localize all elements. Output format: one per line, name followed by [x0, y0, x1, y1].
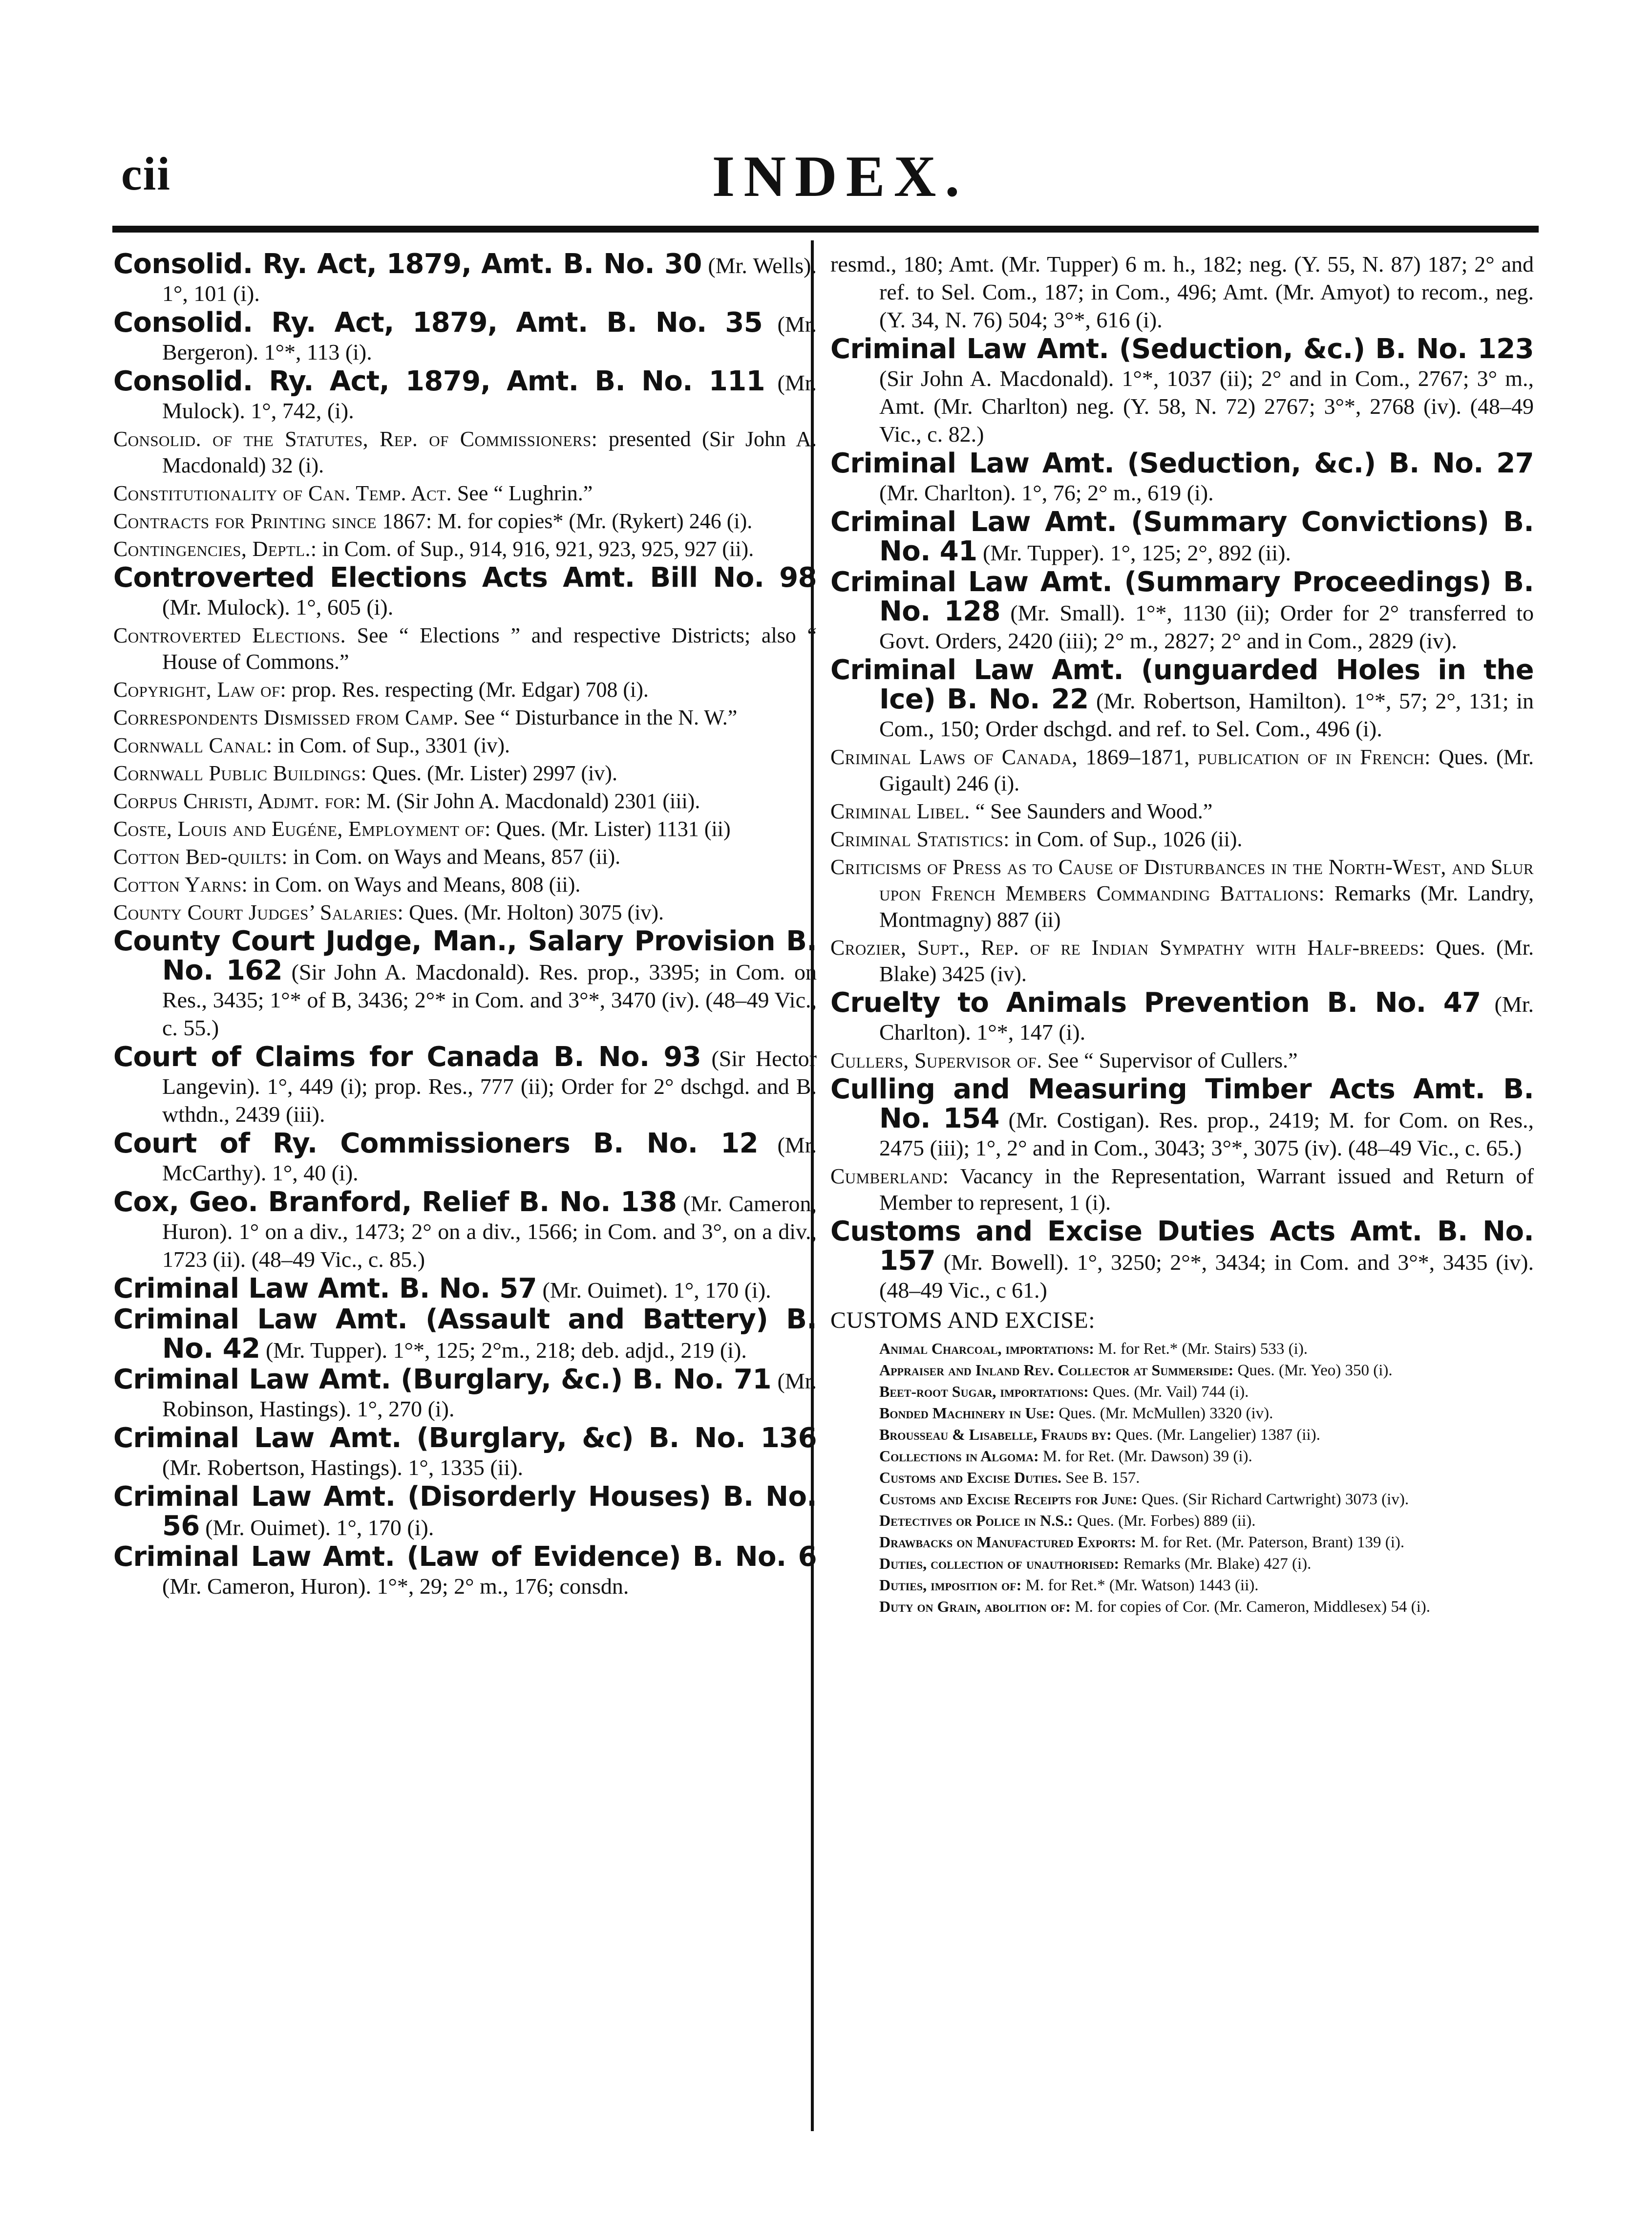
entry-references: in Com. of Sup., 3301 (iv).	[272, 733, 510, 757]
subentry-references: Ques. (Mr. McMullen) 3320 (iv).	[1055, 1405, 1273, 1422]
page-title: INDEX.	[712, 144, 969, 209]
subentry-references: Ques. (Mr. Langelier) 1387 (ii).	[1111, 1426, 1320, 1444]
entry-heading: Criminal Law Amt. (Assault and Battery) B. No. 42	[113, 1303, 817, 1365]
entry-heading: Copyright, Law of:	[113, 678, 287, 702]
index-entry	[830, 1163, 1534, 1216]
entry-heading: Crozier, Supt., Rep. of re Indian Sympathy with Half-breeds:	[830, 936, 1425, 960]
index-entry	[830, 935, 1534, 987]
entry-heading: Corpus Christi, Adjmt. for:	[113, 789, 361, 813]
entry-references: “ See Saunders and Wood.”	[970, 799, 1213, 823]
index-entry	[113, 1543, 817, 1600]
entry-references: in Com. on Ways and Means, 808 (ii).	[248, 873, 581, 897]
entry-heading: Contingencies, Deptl.:	[113, 537, 317, 561]
entry-references: (Mr. Bowell). 1°, 3250; 2°*, 3434; in Com. and 3°*, 3435 (iv). (48–49 Vic., c 61.)	[879, 1250, 1534, 1303]
entry-references: (Sir Hector Langevin). 1°, 449 (i); prop. Res., 777 (ii); Order for 2° dschgd. and B. wthdn., 2439 (iii).	[162, 1046, 817, 1127]
entry-heading: Consolid. Ry. Act, 1879, Amt. B. No. 35	[113, 307, 763, 339]
customs-subentry	[830, 1360, 1534, 1381]
subentry-heading: Appraiser and Inland Rev. Collector at Summerside:	[879, 1361, 1234, 1379]
subentry-heading: Customs and Excise Duties.	[879, 1469, 1062, 1486]
subentry-references: Ques. (Sir Richard Cartwright) 3073 (iv).	[1137, 1491, 1409, 1508]
index-entry	[830, 854, 1534, 933]
index-entry	[113, 1305, 817, 1364]
entry-heading: Culling and Measuring Timber Acts Amt. B. No. 154	[830, 1073, 1534, 1134]
subentry-references: Ques. (Mr. Vail) 744 (i).	[1088, 1383, 1249, 1401]
entry-references: resmd., 180; Amt. (Mr. Tupper) 6 m. h., 182; neg. (Y. 55, N. 87) 187; 2° and ref. to Sel. Com., 187; in Com., 496; Amt. (Mr. Amyot) to recom., neg. (Y. 34, N. 76) 504; 3°*, 616 (i).	[830, 252, 1534, 332]
index-entry	[113, 1366, 817, 1423]
entry-references: (Mr. Bergeron). 1°*, 113 (i).	[162, 312, 817, 364]
entry-references: Ques. (Mr. Blake) 3425 (iv).	[879, 936, 1534, 986]
index-entry	[113, 1424, 817, 1481]
entry-references: (Mr. McCarthy). 1°, 40 (i).	[162, 1132, 817, 1185]
subentry-heading: Brousseau & Lisabelle, Frauds by:	[879, 1426, 1112, 1443]
index-entry	[113, 1188, 817, 1273]
entry-references: presented (Sir John A. Macdonald) 32 (i).	[162, 427, 817, 477]
entry-heading: Cotton Yarns:	[113, 873, 248, 897]
entry-heading: Cox, Geo. Branford, Relief B. No. 138	[113, 1186, 677, 1218]
customs-subentry	[830, 1510, 1534, 1531]
entry-references: (Mr. Mulock). 1°, 605 (i).	[162, 595, 394, 620]
entry-heading: Coste, Louis and Eugéne, Employment of:	[113, 817, 491, 841]
entry-heading: Consolid. Ry. Act, 1879, Amt. B. No. 30	[113, 248, 702, 280]
entry-references: See “ Disturbance in the N. W.”	[458, 705, 738, 729]
customs-heading: CUSTOMS AND EXCISE:	[830, 1307, 1096, 1333]
customs-subentry	[830, 1575, 1534, 1596]
entry-heading: Controverted Elections Acts Amt. Bill No. 98	[113, 562, 817, 594]
entry-heading: Criminal Law Amt. (Seduction, &c.) B. No. 27	[830, 448, 1534, 479]
entry-references: (Mr. Charlton). 1°*, 147 (i).	[879, 992, 1534, 1045]
entry-references: M. (Sir John A. Macdonald) 2301 (iii).	[361, 789, 700, 813]
entry-references: (Mr. Cameron, Huron). 1°*, 29; 2° m., 176; consdn.	[162, 1574, 629, 1599]
subentry-heading: Customs and Excise Receipts for June:	[879, 1490, 1138, 1508]
customs-subentry	[830, 1532, 1534, 1553]
entry-references: Vacancy in the Representation, Warrant issued and Return of Member to represent, 1 (i).	[879, 1164, 1534, 1215]
entry-heading: Cumberland:	[830, 1164, 949, 1188]
entry-references: (Mr. Mulock). 1°, 742, (i).	[162, 370, 817, 423]
entry-references: Ques. (Mr. Holton) 3075 (iv).	[403, 900, 664, 924]
entry-references: (Mr. Tupper). 1°*, 125; 2°m., 218; deb. adjd., 219 (i).	[260, 1338, 747, 1363]
subentry-references: M. for Ret.* (Mr. Stairs) 533 (i).	[1094, 1340, 1308, 1358]
index-entry	[113, 844, 817, 870]
entry-references: prop. Res. respecting (Mr. Edgar) 708 (i).	[286, 678, 649, 702]
entry-references: (Sir John A. Macdonald). Res. prop., 3395; in Com. on Res., 3435; 1°* of B, 3436; 2°* in Com. and 3°*, 3470 (iv). (48–49 Vic., c. 55.)	[162, 960, 817, 1040]
entry-heading: Criminal Laws of Canada, 1869–1871, publication of in French:	[830, 745, 1431, 769]
subentry-references: See B. 157.	[1061, 1469, 1140, 1487]
index-entry	[113, 367, 817, 425]
entry-heading: Criticisms of Press as to Cause of Disturbances in the North-West, and Slur upon French Members Commanding Battalions:	[830, 855, 1534, 905]
index-entry	[113, 788, 817, 814]
index-entry	[113, 309, 817, 366]
entry-heading: Criminal Law Amt. (Seduction, &c.) B. No. 123	[830, 333, 1534, 365]
index-entry	[113, 732, 817, 759]
entry-references: (Mr. Wells). 1°, 101 (i).	[162, 253, 817, 306]
entry-references: (Mr. Ouimet). 1°, 170 (i).	[199, 1515, 434, 1540]
entry-heading: Criminal Law Amt. (Summary Proceedings) B. No. 128	[830, 566, 1534, 627]
entry-references: (Mr. Robertson, Hastings). 1°, 1335 (ii).	[162, 1455, 524, 1480]
index-entry	[830, 1218, 1534, 1304]
index-entry	[113, 899, 817, 926]
subentry-heading: Duty on Grain, abolition of:	[879, 1598, 1071, 1615]
index-entry	[113, 705, 817, 731]
header-rule	[112, 226, 1539, 233]
subentry-heading: Beet-root Sugar, importations:	[879, 1383, 1089, 1400]
entry-references: See “ Lughrin.”	[451, 481, 593, 505]
subentry-heading: Detectives or Police in N.S.:	[879, 1512, 1073, 1529]
entry-heading: Correspondents Dismissed from Camp.	[113, 705, 459, 729]
entry-heading: County Court Judges’ Salaries:	[113, 900, 404, 924]
index-entry	[113, 1275, 817, 1304]
index-column-left	[113, 250, 817, 1602]
entry-heading: Court of Ry. Commissioners B. No. 12	[113, 1128, 759, 1159]
entry-references: (Mr. Small). 1°*, 1130 (ii); Order for 2° transferred to Govt. Orders, 2420 (iii); 2° m., 2827; 2° and in Com., 2829 (iv).	[879, 600, 1534, 653]
index-entry	[830, 826, 1534, 853]
index-entry	[830, 656, 1534, 743]
entry-heading: Criminal Law Amt. (Disorderly Houses) B. No. 56	[113, 1481, 817, 1542]
index-entry	[113, 536, 817, 562]
entry-references: in Com. on Ways and Means, 857 (ii).	[287, 845, 621, 869]
index-entry	[113, 250, 817, 307]
entry-heading: Consolid. of the Statutes, Rep. of Commissioners:	[113, 427, 598, 451]
subentry-references: Remarks (Mr. Blake) 427 (i).	[1119, 1555, 1312, 1573]
page-number: cii	[121, 148, 171, 200]
subentry-heading: Collections in Algoma:	[879, 1447, 1039, 1465]
entry-heading: Cotton Bed-quilts:	[113, 845, 288, 869]
customs-subentry	[830, 1467, 1534, 1488]
index-entry	[830, 744, 1534, 797]
entry-heading: Criminal Law Amt. (Law of Evidence) B. No. 6	[113, 1541, 817, 1573]
subentry-references: Ques. (Mr. Yeo) 350 (i).	[1233, 1362, 1393, 1379]
index-entry	[113, 927, 817, 1042]
index-entry	[830, 250, 1534, 334]
entry-references: (Mr. Robertson, Hamilton). 1°*, 57; 2°, 131; in Com., 150; Order dschgd. and ref. to Sel. Com., 496 (i).	[879, 688, 1534, 741]
entry-references: (Mr. Robinson, Hastings). 1°, 270 (i).	[162, 1368, 817, 1421]
entry-heading: Criminal Statistics:	[830, 827, 1010, 851]
customs-subentries	[830, 1338, 1534, 1617]
entry-heading: Criminal Law Amt. (Burglary, &c.) B. No. 71	[113, 1364, 771, 1395]
entry-references: (Mr. Charlton). 1°, 76; 2° m., 619 (i).	[879, 480, 1214, 505]
entry-references: (Mr. Tupper). 1°, 125; 2°, 892 (ii).	[977, 540, 1291, 565]
entry-heading: Consolid. Ry. Act, 1879, Amt. B. No. 111	[113, 365, 765, 397]
index-entry	[830, 798, 1534, 825]
customs-subentry	[830, 1338, 1534, 1359]
index-entry	[113, 622, 817, 675]
entry-references: (Sir John A. Macdonald). 1°*, 1037 (ii); 2° and in Com., 2767; 3° m., Amt. (Mr. Charlton) neg. (Y. 58, N. 72) 2767; 3°*, 2768 (iv). (48–49 Vic., c. 82.)	[879, 366, 1534, 447]
index-entry	[113, 1043, 817, 1128]
subentry-heading: Duties, imposition of:	[879, 1576, 1022, 1594]
entry-references: M. for copies* (Mr. (Rykert) 246 (i).	[432, 509, 753, 533]
index-entry	[830, 1075, 1534, 1162]
entry-references: in Com. of Sup., 1026 (ii).	[1009, 827, 1243, 851]
entry-references: in Com. of Sup., 914, 916, 921, 923, 925, 927 (ii).	[317, 537, 754, 561]
index-entry	[830, 335, 1534, 448]
entry-references: Ques. (Mr. Lister) 2997 (iv).	[366, 761, 617, 785]
customs-subentry	[830, 1424, 1534, 1445]
subentry-references: Ques. (Mr. Forbes) 889 (ii).	[1073, 1512, 1256, 1530]
index-entry	[113, 1130, 817, 1187]
index-column-right	[830, 250, 1534, 1618]
subentry-references: M. for Ret.* (Mr. Watson) 1443 (ii).	[1021, 1577, 1259, 1594]
index-entry	[113, 480, 817, 507]
entry-references: Ques. (Mr. Lister) 1131 (ii)	[490, 817, 731, 841]
index-entry	[113, 816, 817, 842]
entry-heading: County Court Judge, Man., Salary Provision B. No. 162	[113, 925, 817, 986]
entry-references: Remarks (Mr. Landry, Montmagny) 887 (ii)	[879, 881, 1534, 932]
index-entry	[830, 449, 1534, 507]
index-entry	[113, 508, 817, 534]
entry-heading: Cornwall Public Buildings:	[113, 761, 367, 785]
entry-heading: Criminal Libel.	[830, 799, 970, 823]
subentry-heading: Bonded Machinery in Use:	[879, 1404, 1055, 1422]
index-entry	[830, 989, 1534, 1046]
right-column-entries	[830, 250, 1534, 1304]
entry-heading: Contracts for Printing since 1867:	[113, 509, 432, 533]
customs-subentry	[830, 1596, 1534, 1617]
entry-heading: Criminal Law Amt. (Summary Convictions) B. No. 41	[830, 506, 1534, 567]
entry-heading: Constitutionality of Can. Temp. Act.	[113, 481, 452, 505]
entry-heading: Customs and Excise Duties Acts Amt. B. No. 157	[830, 1216, 1534, 1277]
index-entry	[830, 568, 1534, 655]
subentry-references: M. for copies of Cor. (Mr. Cameron, Middlesex) 54 (i).	[1071, 1598, 1430, 1616]
subentry-heading: Drawbacks on Manufactured Exports:	[879, 1533, 1137, 1551]
index-entry	[113, 1483, 817, 1541]
entry-heading: Criminal Law Amt. B. No. 57	[113, 1273, 537, 1304]
index-entry	[113, 677, 817, 703]
entry-heading: Controverted Elections.	[113, 623, 346, 647]
index-entry	[113, 760, 817, 787]
index-entry	[113, 872, 817, 898]
customs-subentry	[830, 1489, 1534, 1510]
entry-references: See “ Supervisor of Cullers.”	[1042, 1048, 1298, 1072]
customs-subentry	[830, 1446, 1534, 1467]
subentry-heading: Duties, collection of unauthorised:	[879, 1555, 1120, 1572]
entry-references: See “ Elections ” and respective Districts; also “ House of Commons.”	[162, 623, 817, 674]
entry-references: (Mr. Costigan). Res. prop., 2419; M. for Com. on Res., 2475 (iii); 1°, 2° and in Com., 3043; 3°*, 3075 (iv). (48–49 Vic., c. 65.)	[879, 1108, 1534, 1160]
index-entry	[830, 1047, 1534, 1074]
entry-references: (Mr. Cameron, Huron). 1° on a div., 1473; 2° on a div., 1566; in Com. and 3°, on a div., 1723 (ii). (48–49 Vic., c. 85.)	[162, 1191, 817, 1272]
entry-references: Ques. (Mr. Gigault) 246 (i).	[879, 745, 1534, 795]
entry-heading: Cruelty to Animals Prevention B. No. 47	[830, 987, 1481, 1019]
customs-subentry	[830, 1553, 1534, 1574]
subentry-heading: Animal Charcoal, importations:	[879, 1340, 1094, 1357]
subentry-references: M. for Ret. (Mr. Dawson) 39 (i).	[1038, 1448, 1252, 1465]
customs-subentry	[830, 1403, 1534, 1424]
index-entry	[113, 426, 817, 479]
entry-references: (Mr. Ouimet). 1°, 170 (i).	[537, 1278, 771, 1303]
index-entry	[830, 508, 1534, 567]
entry-heading: Criminal Law Amt. (Burglary, &c) B. No. 136	[113, 1422, 817, 1454]
entry-heading: Criminal Law Amt. (unguarded Holes in the Ice) B. No. 22	[830, 654, 1534, 715]
entry-heading: Court of Claims for Canada B. No. 93	[113, 1041, 701, 1073]
entry-heading: Cornwall Canal:	[113, 733, 273, 757]
entry-heading: Cullers, Supervisor of.	[830, 1048, 1042, 1072]
index-entry	[113, 564, 817, 621]
customs-subentry	[830, 1381, 1534, 1402]
subentry-references: M. for Ret. (Mr. Paterson, Brant) 139 (i).	[1136, 1534, 1405, 1551]
